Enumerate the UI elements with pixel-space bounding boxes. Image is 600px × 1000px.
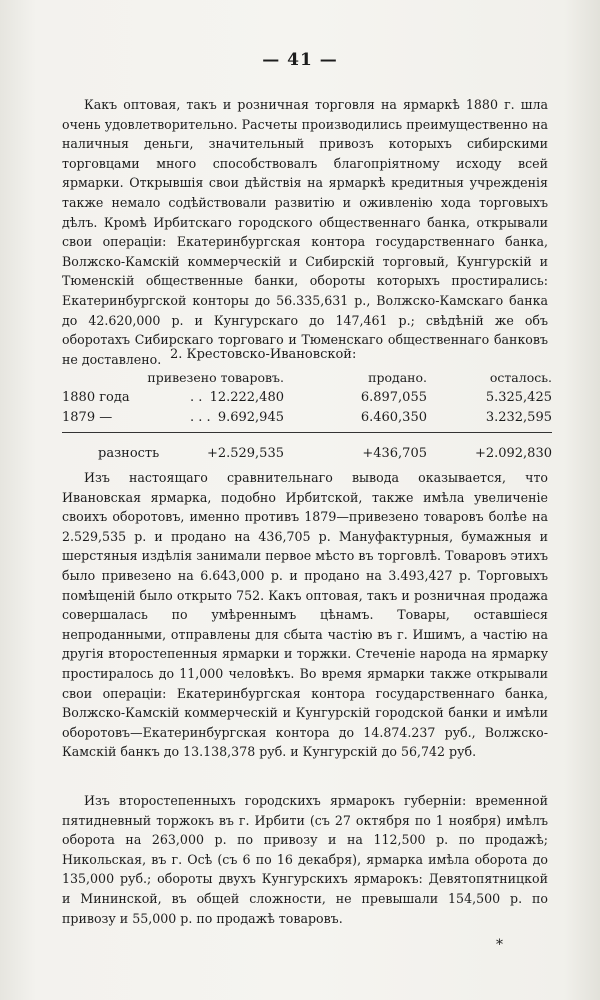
row-label: 1879 — (62, 410, 113, 425)
paragraph-ivanovo-fair (62, 468, 548, 762)
table-sum-rule (62, 432, 552, 433)
row-imported: 12.222,480 (209, 390, 284, 405)
section-heading: 2. Крестовско-Ивановской: (170, 347, 357, 362)
row-sold: 6.460,350 (360, 410, 427, 425)
row-remaining: 5.325,425 (485, 390, 552, 405)
row-sold: 6.897,055 (360, 390, 427, 405)
table-header-row (62, 370, 552, 389)
header-remaining: осталось. (489, 370, 552, 385)
difference-label: разность (98, 446, 160, 461)
row-imported: 9.692,945 (217, 410, 284, 425)
paragraph-text: Изъ настоящаго сравнительнаго вывода оказывается, что Ивановская ярмарка, подобно Ирбитской, также имѣла увеличеніе своихъ оборотовъ, именно противъ 1879—привезено товаровъ болѣе на 2.529,535 р. и продано на 436,705 р. Мануфактурныя, бумажныя и шерстяныя издѣлія занимали первое мѣсто въ торговлѣ. Товаровъ этихъ было привезено на 6.643,000 р. и продано на 3.493,427 р. Торговыхъ помѣщеній было открыто 752. Какъ оптовая, такъ и розничная продажа совершалась по умѣреннымъ цѣнамъ. Товары, оставшіеся непроданными, отправлены для сбыта частію въ г. Ишимъ, а частію на другія второстепенныя ярмарки и торжки. Стеченіе народа на ярмарку простиралось до 11,000 человѣкъ. Во время ярмарки также открывали свои операціи: Екатеринбургская контора государственнаго банка, Волжско-Камскій коммерческій и Кунгурскій городской банки и имѣли оборотовъ—Екатеринбургская контора до 14.874.237 руб., Волжско-Камскій банкъ до 13.138,378 руб. и Кунгурскій до 56,742 руб. (62, 470, 548, 760)
header-imported: привезено товаровъ. (147, 370, 284, 385)
header-sold: продано. (368, 370, 427, 385)
row-leader-dots: . . (190, 390, 203, 405)
row-remaining: 3.232,595 (485, 410, 552, 425)
table-row-difference (62, 446, 552, 465)
difference-remaining: +2.092,830 (474, 446, 552, 461)
paragraph-irbit-fair (62, 95, 548, 369)
paragraph-text: Изъ второстепенныхъ городскихъ ярмарокъ губерніи: временной пятидневный торжокъ въ г. Ирбити (съ 27 октября по 1 ноября) имѣлъ оборота на 263,000 р. по привозу и на 112,500 р. по продажѣ; Никольская, въ г. Осѣ (съ 6 по 16 декабря), ярмарка имѣла оборота до 135,000 руб.; обороты двухъ Кунгурскихъ ярмарокъ: Девятопятницкой и Мининской, въ общей сложности, не превышали 154,500 р. по привозу и 55,000 р. по продажѣ товаровъ. (62, 793, 548, 926)
page-number: — 41 — (262, 50, 338, 70)
paragraph-secondary-fairs (62, 791, 548, 928)
row-leader-dots: . . . (190, 410, 211, 425)
row-label: 1880 года (62, 390, 130, 405)
table-row-1880 (62, 390, 552, 409)
difference-sold: +436,705 (362, 446, 427, 461)
paragraph-text: Какъ оптовая, такъ и розничная торговля на ярмаркѣ 1880 г. шла очень удовлетворительно. Расчеты производились преимущественно на наличныя деньги, значительный привозъ которыхъ сибирскими торговцами много способствовалъ благопріятному исходу всей ярмарки. Открывшія свои дѣйствія на ярмаркѣ кредитныя учрежденія также немало содѣйствовали развитію и оживленію хода торговыхъ дѣлъ. Кромѣ Ирбитскаго городского общественнаго банка, открывали свои операціи: Екатеринбургская контора государственнаго банка, Волжско-Камскій коммерческій и Сибирскій торговый, Кунгурскій и Тюменскій общественные банки, обороты которыхъ простирались: Екатеринбургской конторы до 56.335,631 р., Волжско-Камскаго банка до 42.620,000 р. и Кунгурскаго до 147,461 р.; свѣдѣній же объ оборотахъ Сибирскаго торговаго и Тюменскаго общественнаго банковъ не доставлено. (62, 97, 548, 367)
table-row-1879 (62, 410, 552, 429)
footer-mark: * (496, 937, 503, 953)
difference-imported: +2.529,535 (206, 446, 284, 461)
